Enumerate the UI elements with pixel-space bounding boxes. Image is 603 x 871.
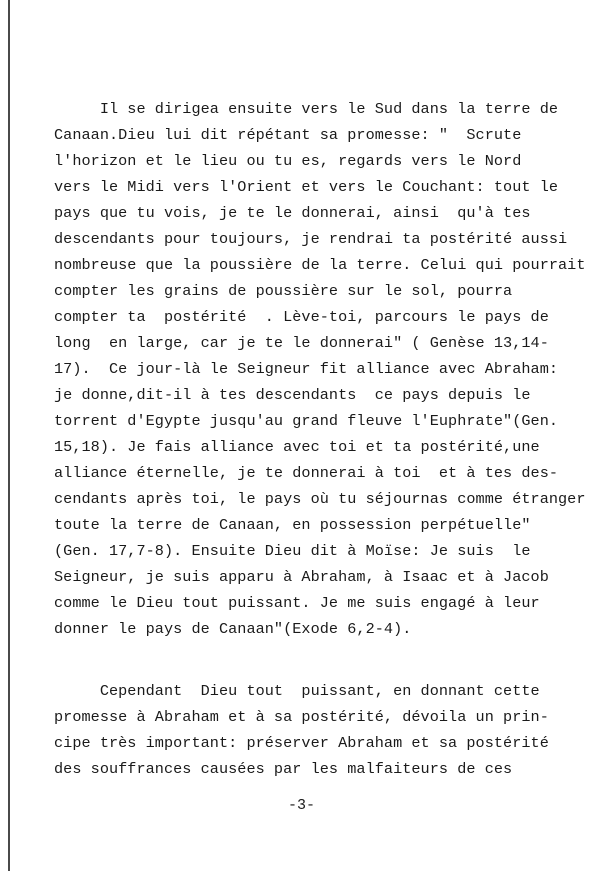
text-line: 15,18). Je fais alliance avec toi et ta postérité,une	[54, 438, 540, 456]
text-line: descendants pour toujours, je rendrai ta postérité aussi	[54, 230, 568, 248]
text-line: comme le Dieu tout puissant. Je me suis engagé à leur	[54, 594, 540, 612]
text-line: cipe très important: préserver Abraham et sa postérité	[54, 734, 549, 752]
text-line: compter les grains de poussière sur le sol, pourra	[54, 282, 513, 300]
text-line: cendants après toi, le pays où tu séjournas comme étranger	[54, 490, 586, 508]
text-line: alliance éternelle, je te donnerai à toi et à tes des-	[54, 464, 559, 482]
text-line: promesse à Abraham et à sa postérité, dévoila un prin-	[54, 708, 549, 726]
text-line: Il se dirigea ensuite vers le Sud dans la terre de	[54, 100, 559, 118]
text-line: 17). Ce jour-là le Seigneur fit alliance avec Abraham:	[54, 360, 559, 378]
text-line: vers le Midi vers l'Orient et vers le Couchant: tout le	[54, 178, 559, 196]
text-line: (Gen. 17,7-8). Ensuite Dieu dit à Moïse: Je suis le	[54, 542, 531, 560]
text-line: je donne,dit-il à tes descendants ce pays depuis le	[54, 386, 531, 404]
text-line: donner le pays de Canaan"(Exode 6,2-4).	[54, 620, 412, 638]
text-line: l'horizon et le lieu ou tu es, regards vers le Nord	[54, 152, 522, 170]
text-line: Canaan.Dieu lui dit répétant sa promesse: " Scrute	[54, 126, 522, 144]
text-line: Cependant Dieu tout puissant, en donnant cette	[54, 682, 540, 700]
text-line: torrent d'Egypte jusqu'au grand fleuve l'Euphrate"(Gen.	[54, 412, 559, 430]
text-line: long en large, car je te le donnerai" ( Genèse 13,14-	[54, 334, 549, 352]
paragraph-2	[54, 678, 574, 782]
page-number: -3-	[287, 797, 315, 814]
left-margin-line	[8, 0, 10, 871]
text-line: pays que tu vois, je te le donnerai, ainsi qu'à tes	[54, 204, 531, 222]
text-line: nombreuse que la poussière de la terre. Celui qui pourrait	[54, 256, 586, 274]
text-line: Seigneur, je suis apparu à Abraham, à Isaac et à Jacob	[54, 568, 549, 586]
text-line: compter ta postérité . Lève-toi, parcours le pays de	[54, 308, 549, 326]
text-line: des souffrances causées par les malfaiteurs de ces	[54, 760, 513, 778]
paragraph-1	[54, 96, 586, 642]
text-line: toute la terre de Canaan, en possession perpétuelle"	[54, 516, 531, 534]
